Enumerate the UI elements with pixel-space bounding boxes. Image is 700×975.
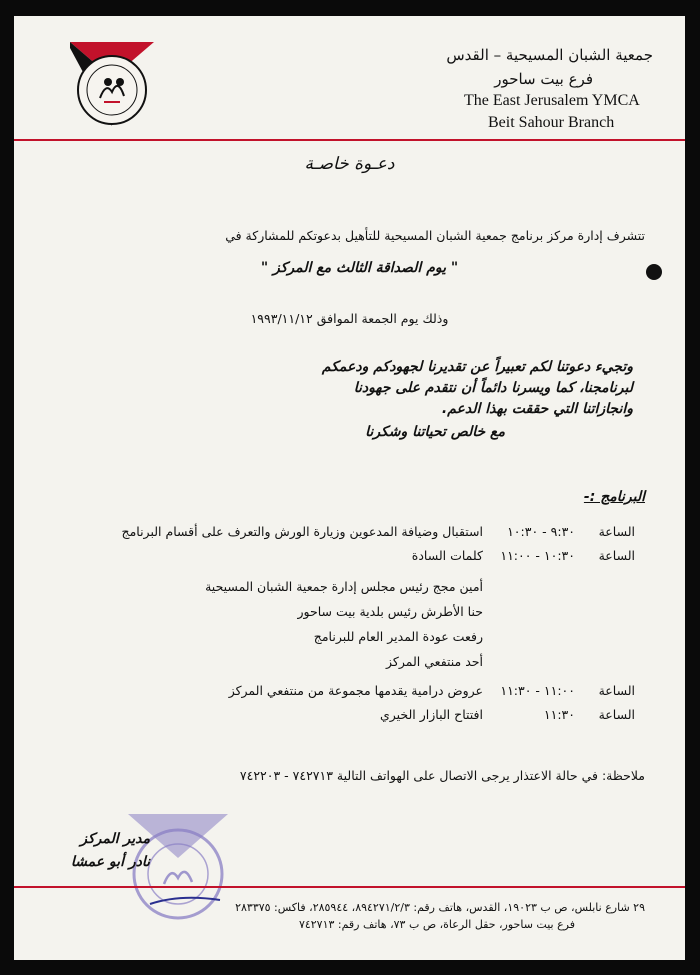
program-time-label: الساعة <box>598 683 635 698</box>
ymca-logo <box>70 42 154 126</box>
letter-page <box>14 16 685 960</box>
program-time: ١٠:٣٠ - ١١:٠٠ <box>500 548 575 563</box>
program-time: ١١:٣٠ <box>543 707 575 722</box>
message-line-2: لبرنامجنا، كما ويسرنا دائماً أن نتقدم على جهودنا <box>353 380 633 396</box>
program-description: استقبال وضيافة المدعوين وزيارة الورش والتعرف على أقسام البرنامج <box>121 524 483 539</box>
signature-name: نادر أبو عمشا <box>70 854 150 870</box>
footer-branch: فرع بيت ساحور، حقل الرعاة، ص ب ٧٣، هاتف رقم: ٧٤٢٧١٣ <box>298 918 575 931</box>
program-time-label: الساعة <box>598 707 635 722</box>
branch-name-english: Beit Sahour Branch <box>488 114 615 131</box>
program-heading: البرنامج :- <box>583 489 645 505</box>
header-rule <box>14 139 685 141</box>
branch-name-arabic: فرع بيت ساحور <box>494 70 593 88</box>
speaker-item: أمين مجج رئيس مجلس إدارة جمعية الشبان المسيحية <box>205 579 483 594</box>
signature-title: مدير المركز <box>80 831 150 847</box>
program-row <box>35 524 635 544</box>
program-time: ١١:٠٠ - ١١:٣٠ <box>500 683 575 698</box>
intro-line: تتشرف إدارة مركز برنامج جمعية الشبان المسيحية للتأهيل بدعوتكم للمشاركة في <box>225 228 645 243</box>
program-description: كلمات السادة <box>411 548 483 563</box>
contact-note: ملاحظة: في حالة الاعتذار يرجى الاتصال على الهواتف التالية ٧٤٢٧١٣ - ٧٤٢٢٠٣ <box>239 768 645 783</box>
invitation-title: دعـوة خاصـة <box>304 154 395 174</box>
punch-hole <box>646 264 662 280</box>
org-name-arabic: جمعية الشبان المسيحية – القدس <box>446 46 653 64</box>
message-line-3: وانجازاتنا التي حققت بهذا الدعم. <box>441 401 633 417</box>
footer-rule <box>14 886 685 888</box>
program-description: عروض درامية يقدمها مجموعة من منتفعي المركز <box>228 683 483 698</box>
speaker-item: رفعت عودة المدير العام للبرنامج <box>313 629 483 644</box>
event-name: " يوم الصداقة الثالث مع المركز " <box>260 260 459 276</box>
speaker-item: أحد منتفعي المركز <box>386 654 483 669</box>
program-row <box>35 683 635 703</box>
program-row <box>35 548 635 568</box>
program-row <box>35 707 635 727</box>
program-time-label: الساعة <box>598 548 635 563</box>
speaker-item: حنا الأطرش رئيس بلدية بيت ساحور <box>297 604 483 619</box>
date-line: وذلك يوم الجمعة الموافق ١٩٩٣/١١/١٢ <box>250 311 449 326</box>
program-time-label: الساعة <box>598 524 635 539</box>
message-closing: مع خالص تحياتنا وشكرنا <box>365 424 505 440</box>
footer-address: ٢٩ شارع نابلس، ص ب ١٩٠٢٣، القدس، هاتف رقم: ٨٩٤٢٧١/٢/٣، ٢٨٥٩٤٤، فاكس: ٢٨٣٣٧٥ <box>235 901 645 914</box>
program-description: افتتاح البازار الخيري <box>379 707 483 722</box>
org-name-english: The East Jerusalem YMCA <box>464 92 640 109</box>
program-time: ٩:٣٠ - ١٠:٣٠ <box>507 524 575 539</box>
message-line-1: وتجيء دعوتنا لكم تعبيراً عن تقديرنا لجهودكم ودعمكم <box>321 359 633 375</box>
